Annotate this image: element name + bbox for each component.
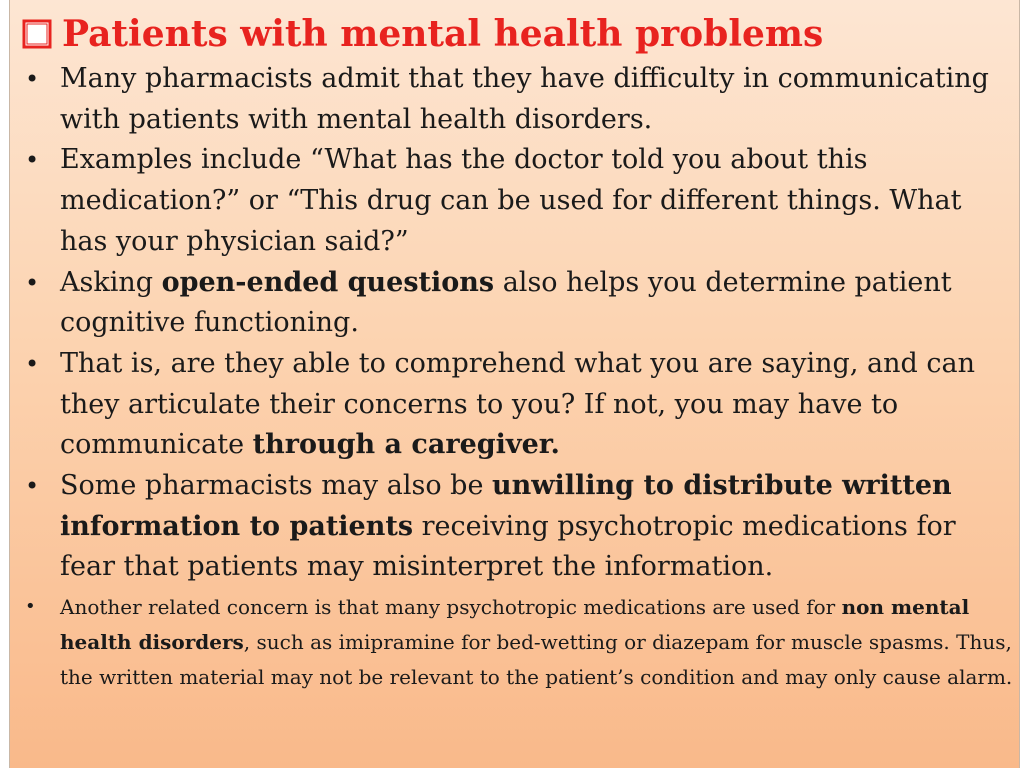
slide (9, 0, 1020, 768)
emphasis: unwilling to distribute written information to patients (60, 470, 952, 542)
emphasis: non mental health disorders (60, 595, 970, 654)
checkbox-icon (22, 19, 52, 49)
bullet-dot: • (25, 472, 40, 501)
heading-text: Patients with mental health problems (62, 13, 824, 55)
emphasis: through a caregiver. (252, 429, 560, 461)
bullet-dot: • (25, 349, 40, 378)
bullet-list (23, 59, 1013, 695)
bullet-item: • Many pharmacists admit that they have difficulty in communicating with patients with mental health disorders. (23, 59, 1013, 140)
bullet-item: • Some pharmacists may also be unwilling to distribute written information to patients receiving psychotropic medications for fear that patients may misinterpret the information. (23, 466, 1013, 588)
bullet-dot: • (25, 596, 36, 618)
bullet-dot: • (25, 65, 40, 93)
bullet-item: • Examples include “What has the doctor told you about this medication?” or “This drug can be used for different things. What has your physician said?” (23, 140, 1013, 262)
slide-heading (22, 8, 823, 60)
bullet-dot: • (25, 268, 40, 297)
bullet-item: • Another related concern is that many psychotropic medications are used for non mental health disorders, such as imipramine for bed-wetting or diazepam for muscle spasms. Thus, the written material may not be relevant to the patient’s condition and may only cause alarm. (23, 590, 1013, 694)
bullet-dot: • (25, 146, 40, 175)
bullet-item: • That is, are they able to comprehend what you are saying, and can they articulate their concerns to you? If not, you may have to communicate through a caregiver. (23, 344, 1013, 466)
emphasis: open-ended questions (161, 266, 495, 298)
bullet-item: • Asking open-ended questions also helps you determine patient cognitive functioning. (23, 263, 1013, 344)
